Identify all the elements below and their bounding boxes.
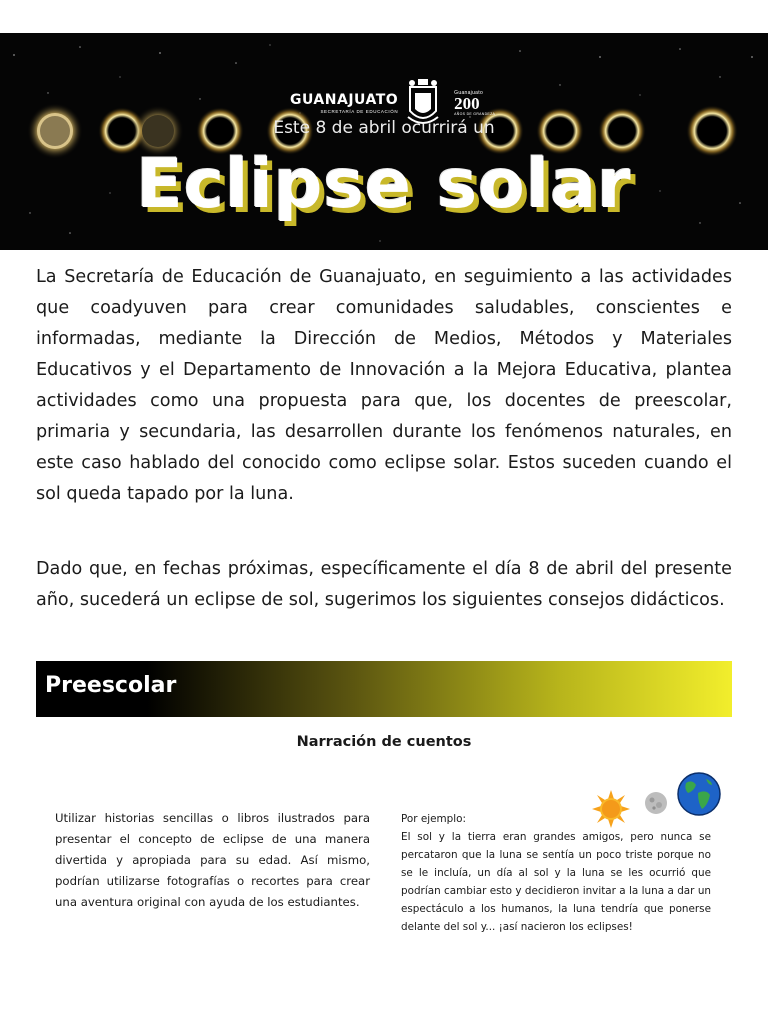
header-banner	[0, 33, 768, 250]
section-header-bar	[36, 661, 732, 717]
section-title: Preescolar	[45, 673, 177, 698]
anniversary-number: 200	[454, 94, 480, 113]
logo-name: GUANAJUATO	[290, 92, 399, 108]
anniversary-sub: AÑOS DE GRANDEZA	[454, 112, 496, 116]
banner-title: Eclipse solar	[136, 145, 632, 224]
anniversary-top: Guanajuato	[454, 90, 484, 96]
intro-paragraph-2: Dado que, en fechas próximas, específicamente el día 8 de abril del presente año, sucederá un eclipse de sol, sugerimos los siguientes consejos didácticos.	[36, 559, 732, 610]
banner-subtitle: Este 8 de abril ocurrirá un	[273, 118, 495, 138]
section-body: Utilizar historias sencillas o libros ilustrados para presentar el concepto de eclipse de una manera divertida y apropiada para su edad. Así mismo, podrían utilizarse fotografías o recortes para crear una aventura original con ayuda de los estudiantes.	[55, 811, 370, 909]
intro-paragraph-1: La Secretaría de Educación de Guanajuato, en seguimiento a las actividades que coadyuven para crear comunidades saludables, conscientes e informadas, mediante la Dirección de Medios, Métodos y Materiales Educativos y el Departamento de Innovación a la Mejora Educativa, plantea actividades como una propuesta para que, los docentes de preescolar, primaria y secundaria, las desarrollen durante los fenómenos naturales, en este caso hablado del conocido como eclipse solar. Estos suceden cuando el sol queda tapado por la luna.	[36, 267, 732, 504]
logo-text	[290, 92, 398, 114]
logo-subtitle: SECRETARÍA DE EDUCACIÓN	[320, 109, 399, 114]
example-label: Por ejemplo:	[401, 813, 466, 825]
section-subheading: Narración de cuentos	[296, 734, 472, 750]
example-text: El sol y la tierra eran grandes amigos, pero nunca se percataron que la luna se sentía un poco triste porque no se le incluía, un día al sol y la luna se les ocurrió que podrían cambiar esto y decidieron invitar a la luna a dar un espectáculo a los humanos, la luna tendría que ponerse delante del sol y... ¡así nacieron los eclipses!	[401, 831, 711, 933]
anniversary-logo	[454, 90, 495, 116]
example-story	[401, 810, 711, 936]
